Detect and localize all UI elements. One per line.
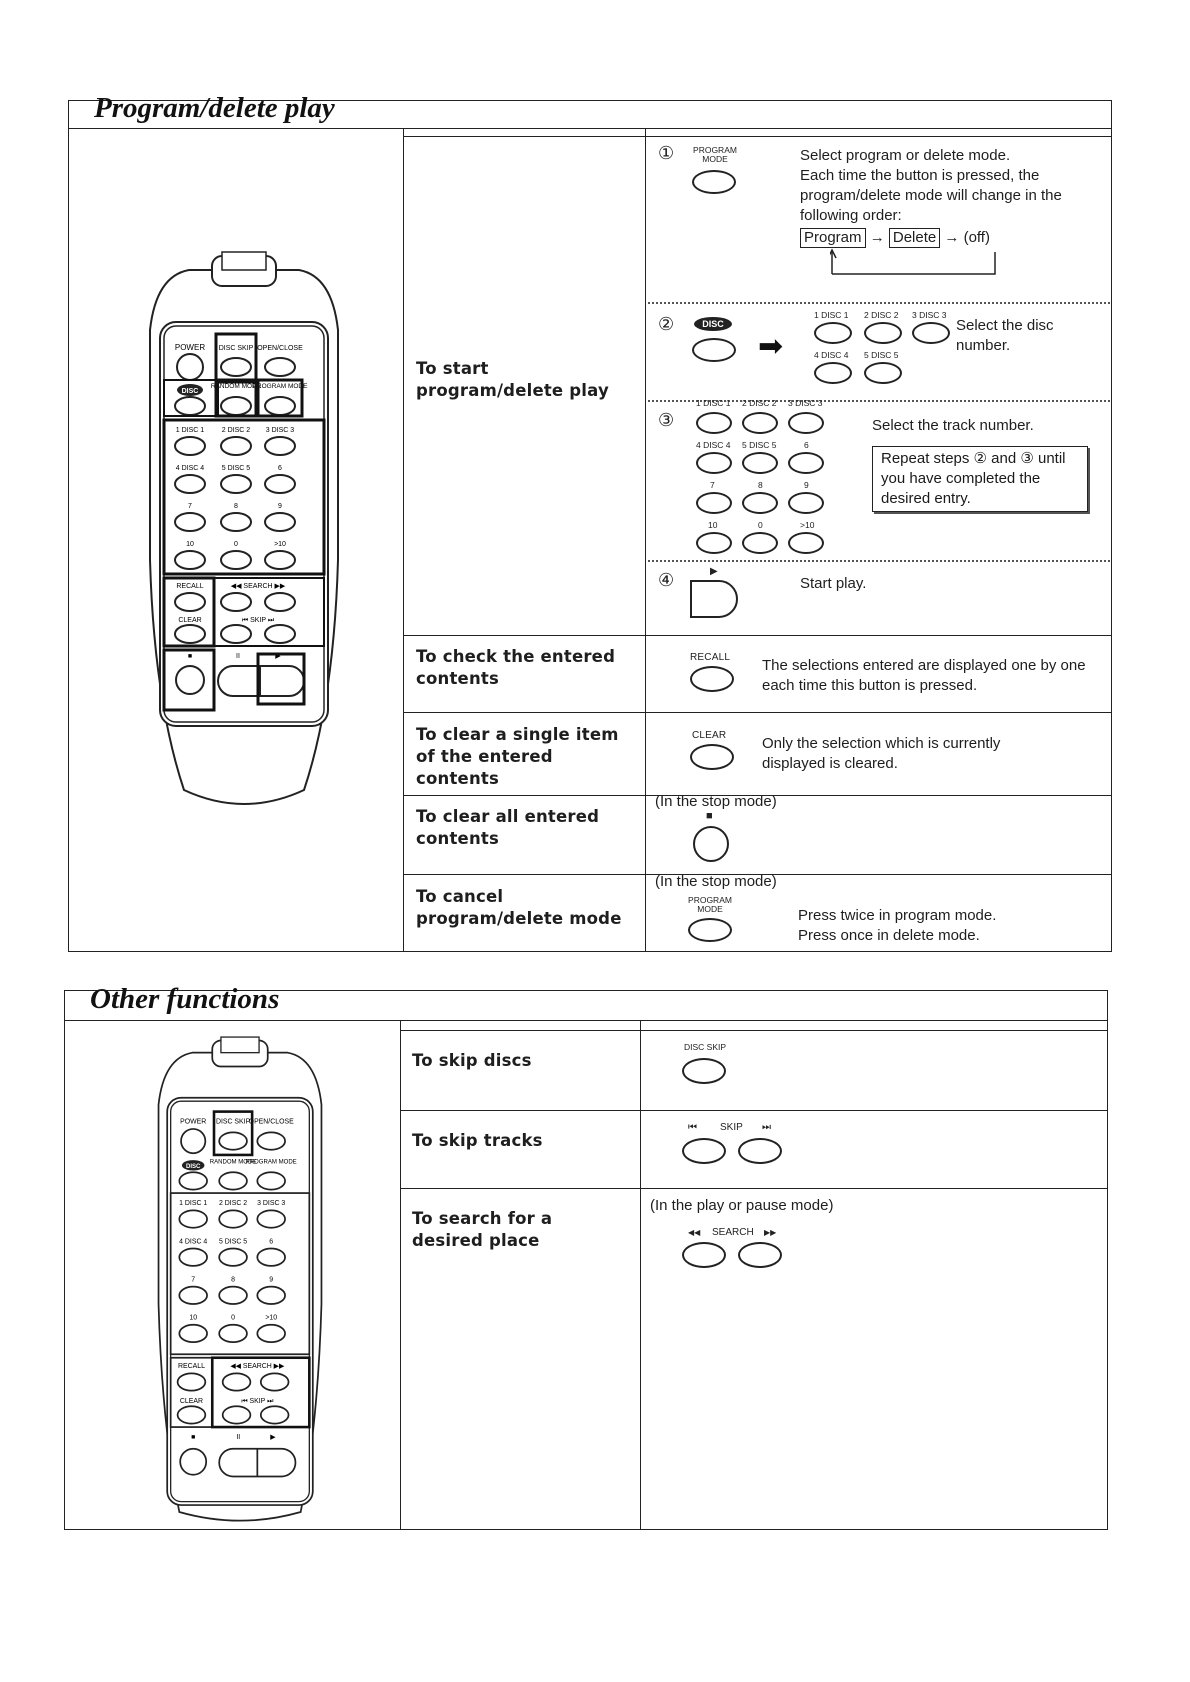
cancel-program-mode-button[interactable]	[688, 918, 732, 942]
disc-3-button[interactable]	[912, 322, 950, 344]
task-skip-tracks: To skip tracks	[412, 1131, 543, 1150]
remote-label-open-close: OPEN/CLOSE	[257, 345, 303, 352]
remote2-label-disc-skip: DISC SKIP	[215, 1118, 251, 1126]
remote-label-program-mode: PROGRAM MODE	[252, 383, 308, 390]
remote-key-label: 6	[278, 465, 282, 472]
step-1-line: following order:	[800, 207, 902, 224]
order-arrow: →	[869, 229, 885, 246]
track-key-label: 9	[804, 480, 809, 490]
remote2-key-label: >10	[265, 1314, 278, 1322]
remote2-label-program-mode: PROGRAM MODE	[245, 1159, 297, 1166]
disc-4-button[interactable]	[814, 362, 852, 384]
recall-label: RECALL	[690, 652, 731, 663]
loop-back-arrow	[830, 248, 1000, 278]
track-key-button[interactable]	[696, 492, 732, 514]
disc-badge: DISC	[694, 317, 732, 331]
row-divider	[400, 1110, 1108, 1111]
disc-5-button[interactable]	[864, 362, 902, 384]
remote2-label-skip: ⏮ SKIP ⏭	[241, 1397, 274, 1405]
track-key-button[interactable]	[742, 452, 778, 474]
stop-button[interactable]	[693, 826, 729, 862]
remote2-label-disc: DISC	[185, 1163, 201, 1170]
remote2-label-random-mode: RANDOM MODE	[209, 1159, 257, 1166]
task-clear-all: To clear all entered contents	[416, 807, 600, 848]
mode-delete: Delete	[889, 228, 940, 248]
step-1-number: ①	[658, 143, 675, 164]
track-key-button[interactable]	[742, 412, 778, 434]
remote-key-label: 8	[234, 503, 238, 510]
row-divider	[403, 712, 1112, 713]
remote2-label-recall: RECALL	[177, 1363, 205, 1371]
program-section-title: Program/delete play	[94, 92, 335, 124]
disc-key-label: 2 DISC 2	[864, 310, 899, 320]
search-rewind-symbol: ◀◀	[688, 1228, 701, 1237]
remote-label-power: POWER	[174, 343, 206, 352]
track-key-label: 4 DISC 4	[696, 440, 731, 450]
clear-all-mode: (In the stop mode)	[655, 793, 777, 810]
skip-forward-button[interactable]	[738, 1138, 782, 1164]
remote2-label-power: POWER	[180, 1118, 207, 1126]
remote2-label-open-close: OPEN/CLOSE	[248, 1118, 294, 1126]
remote-label-skip: ⏮ SKIP ⏭	[241, 617, 275, 624]
task-search: To search for a desired place	[412, 1209, 553, 1250]
task-start-program: To start program/delete play	[416, 359, 609, 400]
remote2-key-label: 5 DISC 5	[219, 1238, 248, 1246]
track-key-button[interactable]	[742, 492, 778, 514]
mode-program: Program	[800, 228, 866, 248]
skip-next-symbol: ⏭	[762, 1122, 771, 1133]
disc-key-label: 4 DISC 4	[814, 350, 849, 360]
mode-off: (off)	[963, 229, 990, 246]
track-key-label: 7	[710, 480, 715, 490]
remote-label-random-mode: RANDOM MODE	[210, 383, 262, 390]
remote-key-label: 7	[188, 503, 192, 510]
program-mode-button[interactable]	[692, 170, 736, 194]
remote2-key-label: 2 DISC 2	[219, 1200, 248, 1208]
clear-label: CLEAR	[692, 730, 727, 741]
right-arrow-icon: ➡	[758, 330, 784, 363]
stop-symbol: ■	[706, 810, 713, 822]
remote2-key-label: 10	[189, 1314, 198, 1322]
step-2-number: ②	[658, 314, 675, 335]
remote2-key-label: 1 DISC 1	[179, 1200, 208, 1208]
skip-back-button[interactable]	[682, 1138, 726, 1164]
other-section-title: Other functions	[90, 983, 280, 1015]
program-title-underline	[68, 128, 1112, 129]
remote-key-label: 9	[278, 503, 282, 510]
remote-control-illustration	[134, 230, 354, 830]
disc-skip-button[interactable]	[682, 1058, 726, 1084]
disc-key-label: 3 DISC 3	[912, 310, 947, 320]
divider	[403, 128, 404, 952]
track-key-button[interactable]	[696, 452, 732, 474]
remote-key-label: 3 DISC 3	[265, 427, 295, 434]
task-cancel-mode: To cancel program/delete mode	[416, 887, 622, 928]
search-mode: (In the play or pause mode)	[650, 1197, 834, 1214]
row-divider	[403, 635, 1112, 636]
divider	[400, 1020, 401, 1530]
remote2-key-label: 3 DISC 3	[257, 1200, 286, 1208]
cancel-line: Press twice in program mode.	[798, 907, 997, 924]
step-2-description: Select the disc number.	[956, 317, 1054, 354]
remote-label-search: ◀◀ SEARCH ▶▶	[230, 583, 286, 590]
disc-button[interactable]	[692, 338, 736, 362]
track-key-button[interactable]	[696, 532, 732, 554]
track-key-button[interactable]	[788, 452, 824, 474]
remote2-label-play: ▶	[270, 1434, 276, 1442]
search-label: SEARCH	[712, 1227, 754, 1238]
task-skip-discs: To skip discs	[412, 1051, 532, 1070]
remote2-key-label: 7	[191, 1276, 196, 1284]
remote-key-label: 10	[186, 541, 194, 548]
remote-key-label: 4 DISC 4	[175, 465, 205, 472]
play-button[interactable]	[690, 580, 738, 618]
search-forward-button[interactable]	[738, 1242, 782, 1268]
disc-key-label: 5 DISC 5	[864, 350, 899, 360]
remote-key-label: >10	[274, 541, 286, 548]
cancel-program-mode-label: PROGRAM MODE	[688, 895, 732, 914]
remote-label-stop: ■	[187, 653, 193, 660]
check-description: The selections entered are displayed one by one each time this button is pressed.	[762, 657, 1086, 694]
skip-label: SKIP	[720, 1122, 743, 1133]
remote2-key-label: 0	[231, 1314, 235, 1322]
track-key-label: 5 DISC 5	[742, 440, 777, 450]
disc-1-button[interactable]	[814, 322, 852, 344]
track-key-label: >10	[800, 520, 815, 530]
remote-key-label: 0	[234, 541, 238, 548]
recall-button[interactable]	[690, 666, 734, 692]
remote2-label-clear: CLEAR	[179, 1397, 204, 1405]
remote2-label-search: ◀◀ SEARCH ▶▶	[230, 1363, 285, 1371]
track-key-label: 0	[758, 520, 763, 530]
order-arrow: →	[944, 229, 960, 246]
step-1-line: Select program or delete mode.	[800, 147, 1011, 164]
disc-2-button[interactable]	[864, 322, 902, 344]
step-1-description	[800, 146, 1100, 226]
clear-button[interactable]	[690, 744, 734, 770]
track-key-label: 10	[708, 520, 718, 530]
remote2-key-label: 4 DISC 4	[179, 1238, 208, 1246]
search-back-button[interactable]	[682, 1242, 726, 1268]
track-key-button[interactable]	[788, 532, 824, 554]
track-key-label: 6	[804, 440, 809, 450]
remote2-key-label: 9	[269, 1276, 274, 1284]
remote-label-pause: II	[236, 653, 240, 660]
remote2-key-label: 8	[231, 1276, 235, 1284]
skip-prev-symbol: ⏮	[688, 1122, 697, 1133]
remote-label-recall: RECALL	[176, 583, 204, 590]
task-clear-single: To clear a single item of the entered contents	[416, 725, 619, 788]
remote-label-play: ▶	[275, 653, 281, 660]
cancel-description	[798, 906, 996, 946]
track-key-button[interactable]	[788, 412, 824, 434]
divider	[640, 1020, 641, 1530]
search-forward-symbol: ▶▶	[764, 1228, 777, 1237]
step-3-description: Select the track number.	[872, 417, 1034, 434]
remote-label-clear: CLEAR	[178, 617, 202, 624]
program-mode-label: PROGRAM MODE	[693, 145, 737, 164]
track-key-button[interactable]	[696, 412, 732, 434]
remote2-key-label: 6	[269, 1238, 274, 1246]
remote2-label-stop: ■	[191, 1434, 196, 1442]
step-divider	[648, 302, 1110, 304]
row-divider	[400, 1188, 1108, 1189]
track-key-label: 3 DISC 3	[788, 398, 823, 408]
remote-control-illustration-2	[130, 1018, 350, 1538]
remote-key-label: 2 DISC 2	[221, 427, 251, 434]
step-1-line: program/delete mode will change in the	[800, 187, 1062, 204]
step-4-number: ④	[658, 570, 675, 591]
disc-skip-label: DISC SKIP	[684, 1042, 727, 1052]
step-divider	[648, 560, 1110, 562]
track-key-label: 8	[758, 480, 763, 490]
row-divider	[403, 136, 1112, 137]
repeat-steps-note: Repeat steps ② and ③ until you have completed the desired entry.	[872, 446, 1088, 512]
remote-key-label: 1 DISC 1	[175, 427, 205, 434]
disc-key-label: 1 DISC 1	[814, 310, 849, 320]
step-4-description: Start play.	[800, 575, 867, 592]
track-key-button[interactable]	[788, 492, 824, 514]
cancel-line: Press once in delete mode.	[798, 927, 980, 944]
clear-single-description: Only the selection which is currently displayed is cleared.	[762, 735, 1001, 772]
row-divider	[400, 1030, 1108, 1031]
remote2-label-pause: II	[236, 1434, 241, 1442]
mode-order-diagram	[800, 228, 990, 248]
divider	[645, 128, 646, 952]
step-3-number: ③	[658, 410, 675, 431]
remote-label-disc: DISC	[181, 388, 199, 395]
remote-label-disc-skip: DISC SKIP	[218, 345, 254, 352]
task-check-contents: To check the entered contents	[416, 647, 616, 688]
track-key-button[interactable]	[742, 532, 778, 554]
track-key-label: 2 DISC 2	[742, 398, 777, 408]
remote-key-label: 5 DISC 5	[221, 465, 251, 472]
cancel-mode: (In the stop mode)	[655, 873, 777, 890]
step-1-line: Each time the button is pressed, the	[800, 167, 1040, 184]
play-symbol: ▶	[710, 566, 718, 577]
track-key-label: 1 DISC 1	[696, 398, 731, 408]
